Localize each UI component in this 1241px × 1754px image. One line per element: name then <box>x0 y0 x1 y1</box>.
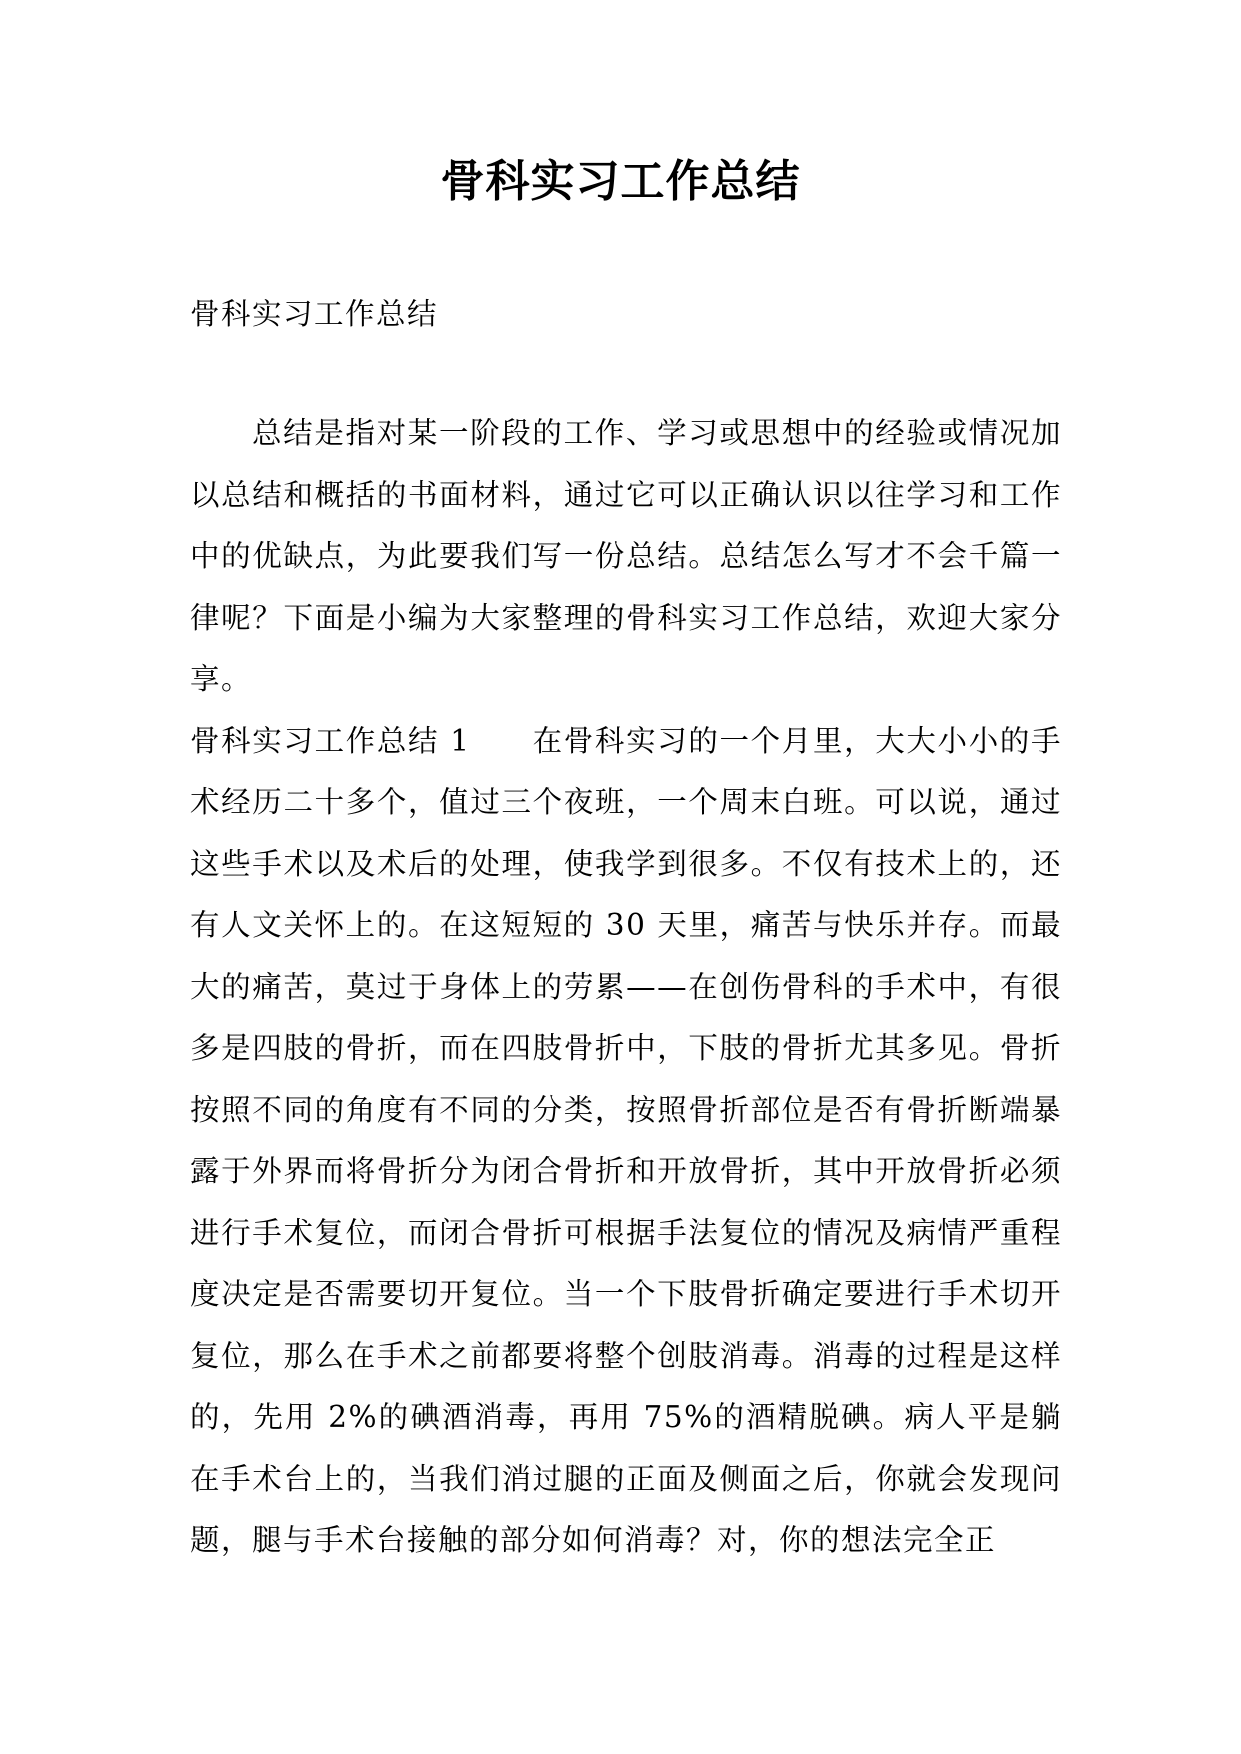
document-title: 骨科实习工作总结 <box>440 156 801 207</box>
section-1-heading: 骨科实习工作总结 1 <box>190 723 471 758</box>
section-1-paragraph <box>190 711 1062 1572</box>
document-subtitle: 骨科实习工作总结 <box>190 297 439 331</box>
intro-paragraph: 总结是指对某一阶段的工作、学习或思想中的经验或情况加以总结和概括的书面材料，通过它可以正确认识以往学习和工作中的优缺点，为此要我们写一份总结。总结怎么写才不会千篇一律呢？下面是小编为大家整理的骨科实习工作总结，欢迎大家分享。 <box>190 416 1062 696</box>
section-1-body: 在骨科实习的一个月里，大大小小的手术经历二十多个，值过三个夜班，一个周末白班。可以说，通过这些手术以及术后的处理，使我学到很多。不仅有技术上的，还有人文关怀上的。在这短短的 30 天里，痛苦与快乐并存。而最大的痛苦，莫过于身体上的劳累——在创伤骨科的手术中，有很多是四肢的骨折，而在四肢骨折中，下肢的骨折尤其多见。骨折按照不同的角度有不同的分类，按照骨折部位是否有骨折断端暴露于外界而将骨折分为闭合骨折和开放骨折，其中开放骨折必须进行手术复位，而闭合骨折可根据手法复位的情况及病情严重程度决定是否需要切开复位。当一个下肢骨折确定要进行手术切开复位，那么在手术之前都要将整个创肢消毒。消毒的过程是这样的，先用 2%的碘酒消毒，再用 75%的酒精脱碘。病人平是躺在手术台上的，当我们消过腿的正面及侧面之后，你就会发现问题，腿与手术台接触的部分如何消毒？对，你的想法完全正 <box>190 723 1062 1557</box>
document-body <box>190 403 1062 1572</box>
